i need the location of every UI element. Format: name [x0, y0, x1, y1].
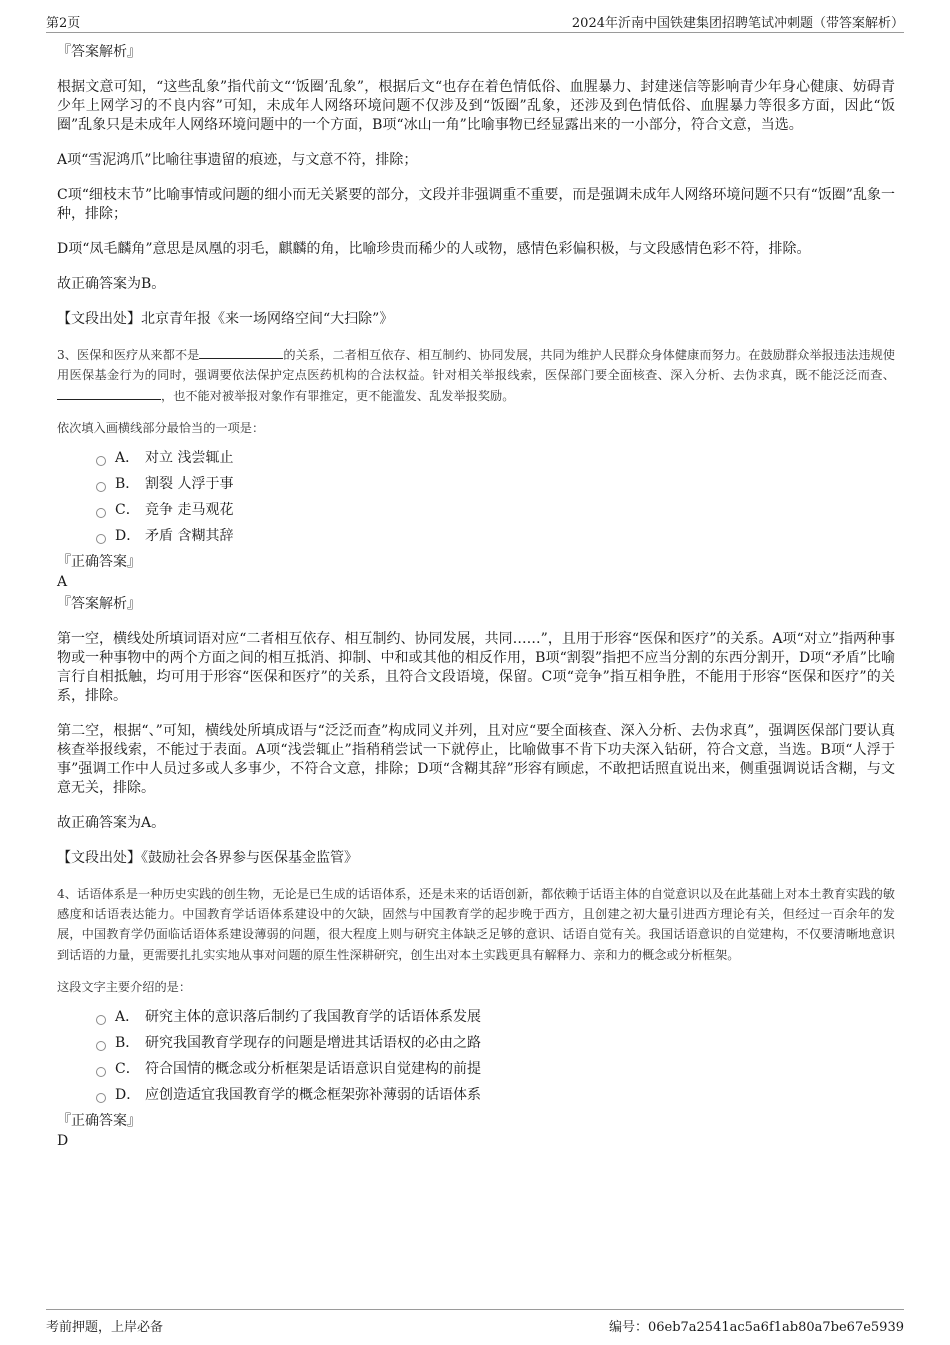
q4-option-d[interactable]: D． 应创造适宜我国教育学的概念框架弥补薄弱的话语体系	[57, 1085, 895, 1111]
q2-conclusion: 故正确答案为B。	[57, 276, 166, 292]
q4-stem: 4、话语体系是一种历史实践的创生物，无论是已生成的话语体系，还是未来的话语创新，都依赖于话语主体的自觉意识以及在此基础上对本土教育实践的敏感度和话语表达能力。中国教育学话语体系建设中的欠缺，固然与中国教育学的起步晚于西方，且创建之初大量引进西方理论有关，但经过一百余年的发展，中国教育学仍面临话语体系建设薄弱的问题，很大程度上则与研究主体缺乏足够的意识、话语自觉有关。我国话语意识的自觉建构，不仅要清晰地意识到话语的力量，更需要扎扎实实地从事对问题的原生性深耕研究，创生出对本土实践更具有解释力、亲和力的概念或分析框架。	[57, 886, 895, 962]
q3-prompt: 依次填入画横线部分最恰当的一项是：	[57, 420, 265, 435]
radio-button[interactable]	[96, 1067, 106, 1077]
page-number: 第2页	[46, 16, 81, 31]
q3-option-b[interactable]: B． 割裂 人浮于事	[57, 474, 895, 500]
q3-analysis-paragraph: 第一空，横线处所填词语对应“二者相互依存、相互制约、协同发展，共同……”，且用于形容“医保和医疗”的关系。A项“对立”指两种事物或一种事物中的两个方面之间的相互抵消、抑制、中和或其他的相反作用，B项“割裂”指把不应当分割的东西分割开，D项“矛盾”比喻言行自相抵触，均可用于形容“医保和医疗”的关系，且符合文段语境，保留。C项“竞争”指互相争胜，不能用于形容“医保和医疗”的关系，排除。	[57, 630, 895, 704]
q2-analysis-paragraph: 根据文意可知，“这些乱象”指代前文“‘饭圈’乱象”，根据后文“也存在着色情低俗、血腥暴力、封建迷信等影响青少年身心健康、妨碍青少年上网学习的不良内容”可知，未成年人网络环境问题不仅涉及到“饭圈”乱象，还涉及到色情低俗、血腥暴力等很多方面，因此“饭圈”乱象只是未成年人网络环境问题中的一个方面，B项“冰山一角”比喻事物已经显露出来的一小部分，符合文意，当选。	[57, 79, 895, 133]
q4-options	[57, 1007, 895, 1111]
q3-correct-answer: A	[57, 573, 68, 590]
document-serial: 编号：06eb7a2541ac5a6f1ab80a7be67e5939	[608, 1320, 904, 1335]
radio-button[interactable]	[96, 482, 106, 492]
radio-button[interactable]	[96, 1041, 106, 1051]
q3-conclusion: 故正确答案为A。	[57, 814, 166, 831]
q4-correct-label: 『正确答案』	[57, 1113, 141, 1130]
q4-correct-answer: D	[57, 1133, 69, 1150]
q4-option-a[interactable]: A． 研究主体的意识落后制约了我国教育学的话语体系发展	[57, 1007, 895, 1033]
page-footer	[46, 1309, 904, 1336]
q3-option-a[interactable]: A． 对立 浅尝辄止	[57, 448, 895, 474]
q3-stem: 3、医保和医疗从来都不是 的关系，二者相互依存、相互制约、协同发展，共同为维护人民群众身体健康而努力。在鼓励群众举报违法违规使用医保基金行为的同时，强调要依法保护定点医药机构的合法权益。针对相关举报线索，医保部门要全面核查、深入分析、去伪求真，既不能泛泛而查、，也不能对被举报对象作有罪推定，更不能滥发、乱发举报奖励。	[57, 348, 895, 403]
footer-slogan: 考前押题，上岸必备	[46, 1320, 164, 1335]
q3-source: 【文段出处】《鼓励社会各界参与医保基金监管》	[57, 849, 358, 866]
q2-source: 【文段出处】北京青年报《来一场网络空间“大扫除”》	[57, 311, 394, 327]
q2-analysis-paragraph: D项“凤毛麟角”意思是凤凰的羽毛，麒麟的角，比喻珍贵而稀少的人或物，感情色彩偏积极，与文段感情色彩不符，排除。	[57, 241, 811, 257]
page-content	[57, 42, 895, 1153]
fill-blank	[199, 346, 283, 359]
q3-options	[57, 448, 895, 552]
q3-option-d[interactable]: D． 矛盾 含糊其辞	[57, 526, 895, 552]
document-title: 2024年沂南中国铁建集团招聘笔试冲刺题（带答案解析）	[571, 16, 904, 31]
q2-analysis-paragraph: A项“雪泥鸿爪”比喻往事遗留的痕迹，与文意不符，排除；	[57, 152, 418, 168]
q2-analysis-paragraph: C项“细枝末节”比喻事情或问题的细小而无关紧要的部分，文段并非强调重不重要，而是强调未成年人网络环境问题不只有“饭圈”乱象一种，排除；	[57, 187, 895, 222]
q3-analysis-paragraph: 第二空，根据“、”可知，横线处所填成语与“泛泛而查”构成同义并列，且对应“要全面核查、深入分析、去伪求真”，强调医保部门要认真核查举报线索，不能过于表面。A项“浅尝辄止”指稍稍尝试一下就停止，比喻做事不肯下功夫深入钻研，符合文意，当选。B项“人浮于事”强调工作中人员过多或人多事少，不符合文意，排除；D项“含糊其辞”形容有顾虑，不敢把话照直说出来，侧重强调说话含糊，与文意无关，排除。	[57, 722, 895, 796]
radio-button[interactable]	[96, 1015, 106, 1025]
radio-button[interactable]	[96, 1093, 106, 1103]
page-header	[46, 8, 904, 33]
q3-option-c[interactable]: C． 竞争 走马观花	[57, 500, 895, 526]
fill-blank	[57, 387, 161, 400]
radio-button[interactable]	[96, 508, 106, 518]
q4-prompt: 这段文字主要介绍的是：	[57, 980, 192, 995]
radio-button[interactable]	[96, 534, 106, 544]
q4-option-c[interactable]: C． 符合国情的概念或分析框架是话语意识自觉建构的前提	[57, 1059, 895, 1085]
radio-button[interactable]	[96, 456, 106, 466]
q3-correct-label: 『正确答案』	[57, 553, 141, 570]
q3-analysis-label: 『答案解析』	[57, 595, 141, 612]
q2-analysis-label: 『答案解析』	[57, 44, 141, 60]
q4-option-b[interactable]: B． 研究我国教育学现存的问题是增进其话语权的必由之路	[57, 1033, 895, 1059]
